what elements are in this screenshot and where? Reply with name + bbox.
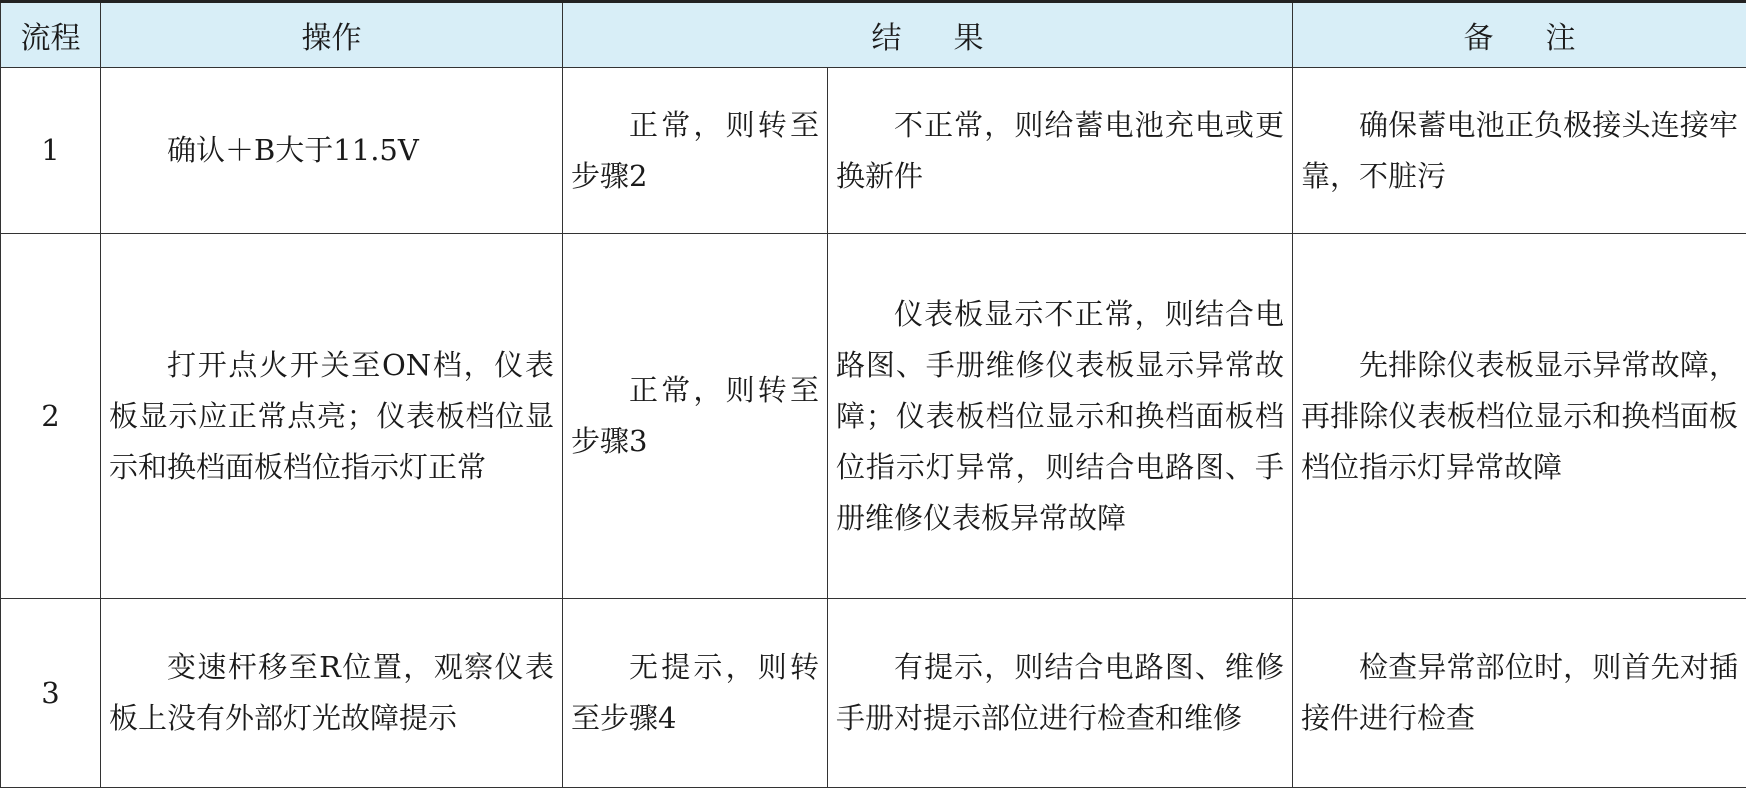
result-normal-cell bbox=[563, 68, 828, 234]
result-abnormal-cell bbox=[828, 599, 1293, 788]
result-abnormal-cell bbox=[828, 234, 1293, 599]
step-number: 2 bbox=[1, 234, 101, 599]
table-header bbox=[1, 2, 1746, 68]
remark-cell bbox=[1293, 68, 1746, 234]
result-normal-cell bbox=[563, 599, 828, 788]
operation-text: 打开点火开关至ON档，仪表板显示应正常点亮；仪表板档位显示和换档面板档位指示灯正常 bbox=[109, 340, 554, 493]
result-abnormal-cell bbox=[828, 68, 1293, 234]
result-normal-text: 正常，则转至步骤3 bbox=[571, 365, 819, 467]
operation-cell bbox=[101, 599, 563, 788]
result-normal-text: 无提示，则转至步骤4 bbox=[571, 642, 819, 744]
header-row bbox=[1, 2, 1746, 68]
result-normal-text: 正常，则转至步骤2 bbox=[571, 100, 819, 202]
step-number: 3 bbox=[1, 599, 101, 788]
operation-text: 确认＋B大于11.5V bbox=[109, 125, 554, 176]
remark-text: 检查异常部位时，则首先对插接件进行检查 bbox=[1301, 642, 1738, 744]
result-abnormal-text: 有提示，则结合电路图、维修手册对提示部位进行检查和维修 bbox=[836, 642, 1284, 744]
operation-cell bbox=[101, 234, 563, 599]
header-remark: 备注 bbox=[1293, 2, 1746, 68]
table-body bbox=[1, 68, 1746, 788]
step-number: 1 bbox=[1, 68, 101, 234]
result-abnormal-text: 不正常，则给蓄电池充电或更换新件 bbox=[836, 100, 1284, 202]
table-row bbox=[1, 68, 1746, 234]
header-result: 结果 bbox=[563, 2, 1293, 68]
table-row bbox=[1, 599, 1746, 788]
operation-cell bbox=[101, 68, 563, 234]
remark-text: 先排除仪表板显示异常故障，再排除仪表板档位显示和换档面板档位指示灯异常故障 bbox=[1301, 340, 1738, 493]
table-row bbox=[1, 234, 1746, 599]
result-abnormal-text: 仪表板显示不正常，则结合电路图、手册维修仪表板显示异常故障；仪表板档位显示和换档面板档位指示灯异常，则结合电路图、手册维修仪表板异常故障 bbox=[836, 289, 1284, 544]
header-operation: 操作 bbox=[101, 2, 563, 68]
result-normal-cell bbox=[563, 234, 828, 599]
remark-text: 确保蓄电池正负极接头连接牢靠，不脏污 bbox=[1301, 100, 1738, 202]
remark-cell bbox=[1293, 234, 1746, 599]
operation-text: 变速杆移至R位置，观察仪表板上没有外部灯光故障提示 bbox=[109, 642, 554, 744]
remark-cell bbox=[1293, 599, 1746, 788]
header-step: 流程 bbox=[1, 2, 101, 68]
